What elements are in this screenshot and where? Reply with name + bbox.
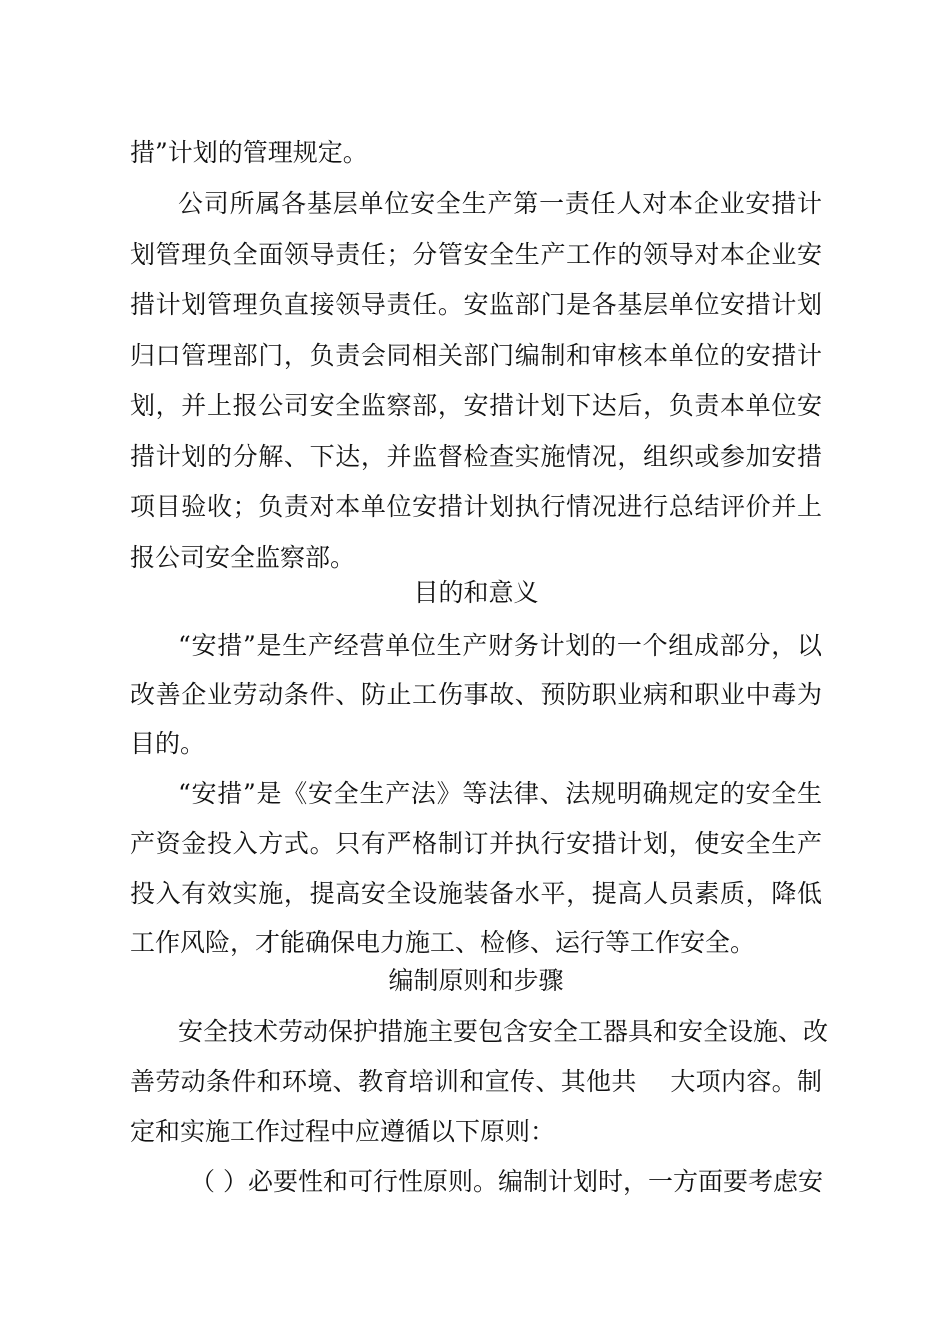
- purpose1-line-3: 目的。: [130, 729, 206, 758]
- purpose2-line-3: 投入有效实施，提高安全设施装备水平，提高人员素质，降低: [130, 879, 822, 908]
- purpose1-line-2: 改善企业劳动条件、防止工伤事故、预防职业病和职业中毒为: [130, 680, 822, 709]
- section-heading-purpose: 目的和意义: [413, 578, 539, 607]
- purpose1-line-1: “安措”是生产经营单位生产财务计划的一个组成部分，以: [178, 631, 822, 660]
- principle-item-1: （ ）必要性和可行性原则。编制计划时，一方面要考虑安: [190, 1167, 823, 1196]
- responsibility-line-5: 划，并上报公司安全监察部，安措计划下达后，负责本单位安: [130, 391, 822, 420]
- principles-line-1: 安全技术劳动保护措施主要包含安全工器具和安全设施、改: [178, 1017, 829, 1046]
- purpose2-line-4: 工作风险，才能确保电力施工、检修、运行等工作安全。: [130, 928, 756, 957]
- purpose2-line-1: “安措”是《安全生产法》等法律、法规明确规定的安全生: [178, 779, 822, 808]
- responsibility-line-3: 措计划管理负直接领导责任。安监部门是各基层单位安措计划: [130, 290, 822, 319]
- responsibility-line-8: 报公司安全监察部。: [130, 543, 356, 572]
- section-heading-principles: 编制原则和步骤: [388, 966, 564, 995]
- intro-tail-line: 措”计划的管理规定。: [130, 138, 368, 167]
- responsibility-line-4: 归口管理部门，负责会同相关部门编制和审核本单位的安措计: [130, 341, 822, 370]
- responsibility-line-6: 措计划的分解、下达，并监督检查实施情况，组织或参加安措: [130, 442, 822, 471]
- responsibility-line-7: 项目验收；负责对本单位安措计划执行情况进行总结评价并上: [130, 492, 822, 521]
- responsibility-line-2: 划管理负全面领导责任；分管安全生产工作的领导对本企业安: [130, 240, 822, 269]
- purpose2-line-2: 产资金投入方式。只有严格制订并执行安措计划，使安全生产: [130, 829, 822, 858]
- principles-line-3: 定和实施工作过程中应遵循以下原则：: [130, 1117, 556, 1146]
- principles-line-2: 善劳动条件和环境、教育培训和宣传、其他共 大项内容。制: [130, 1067, 822, 1096]
- responsibility-line-1: 公司所属各基层单位安全生产第一责任人对本企业安措计: [178, 189, 822, 218]
